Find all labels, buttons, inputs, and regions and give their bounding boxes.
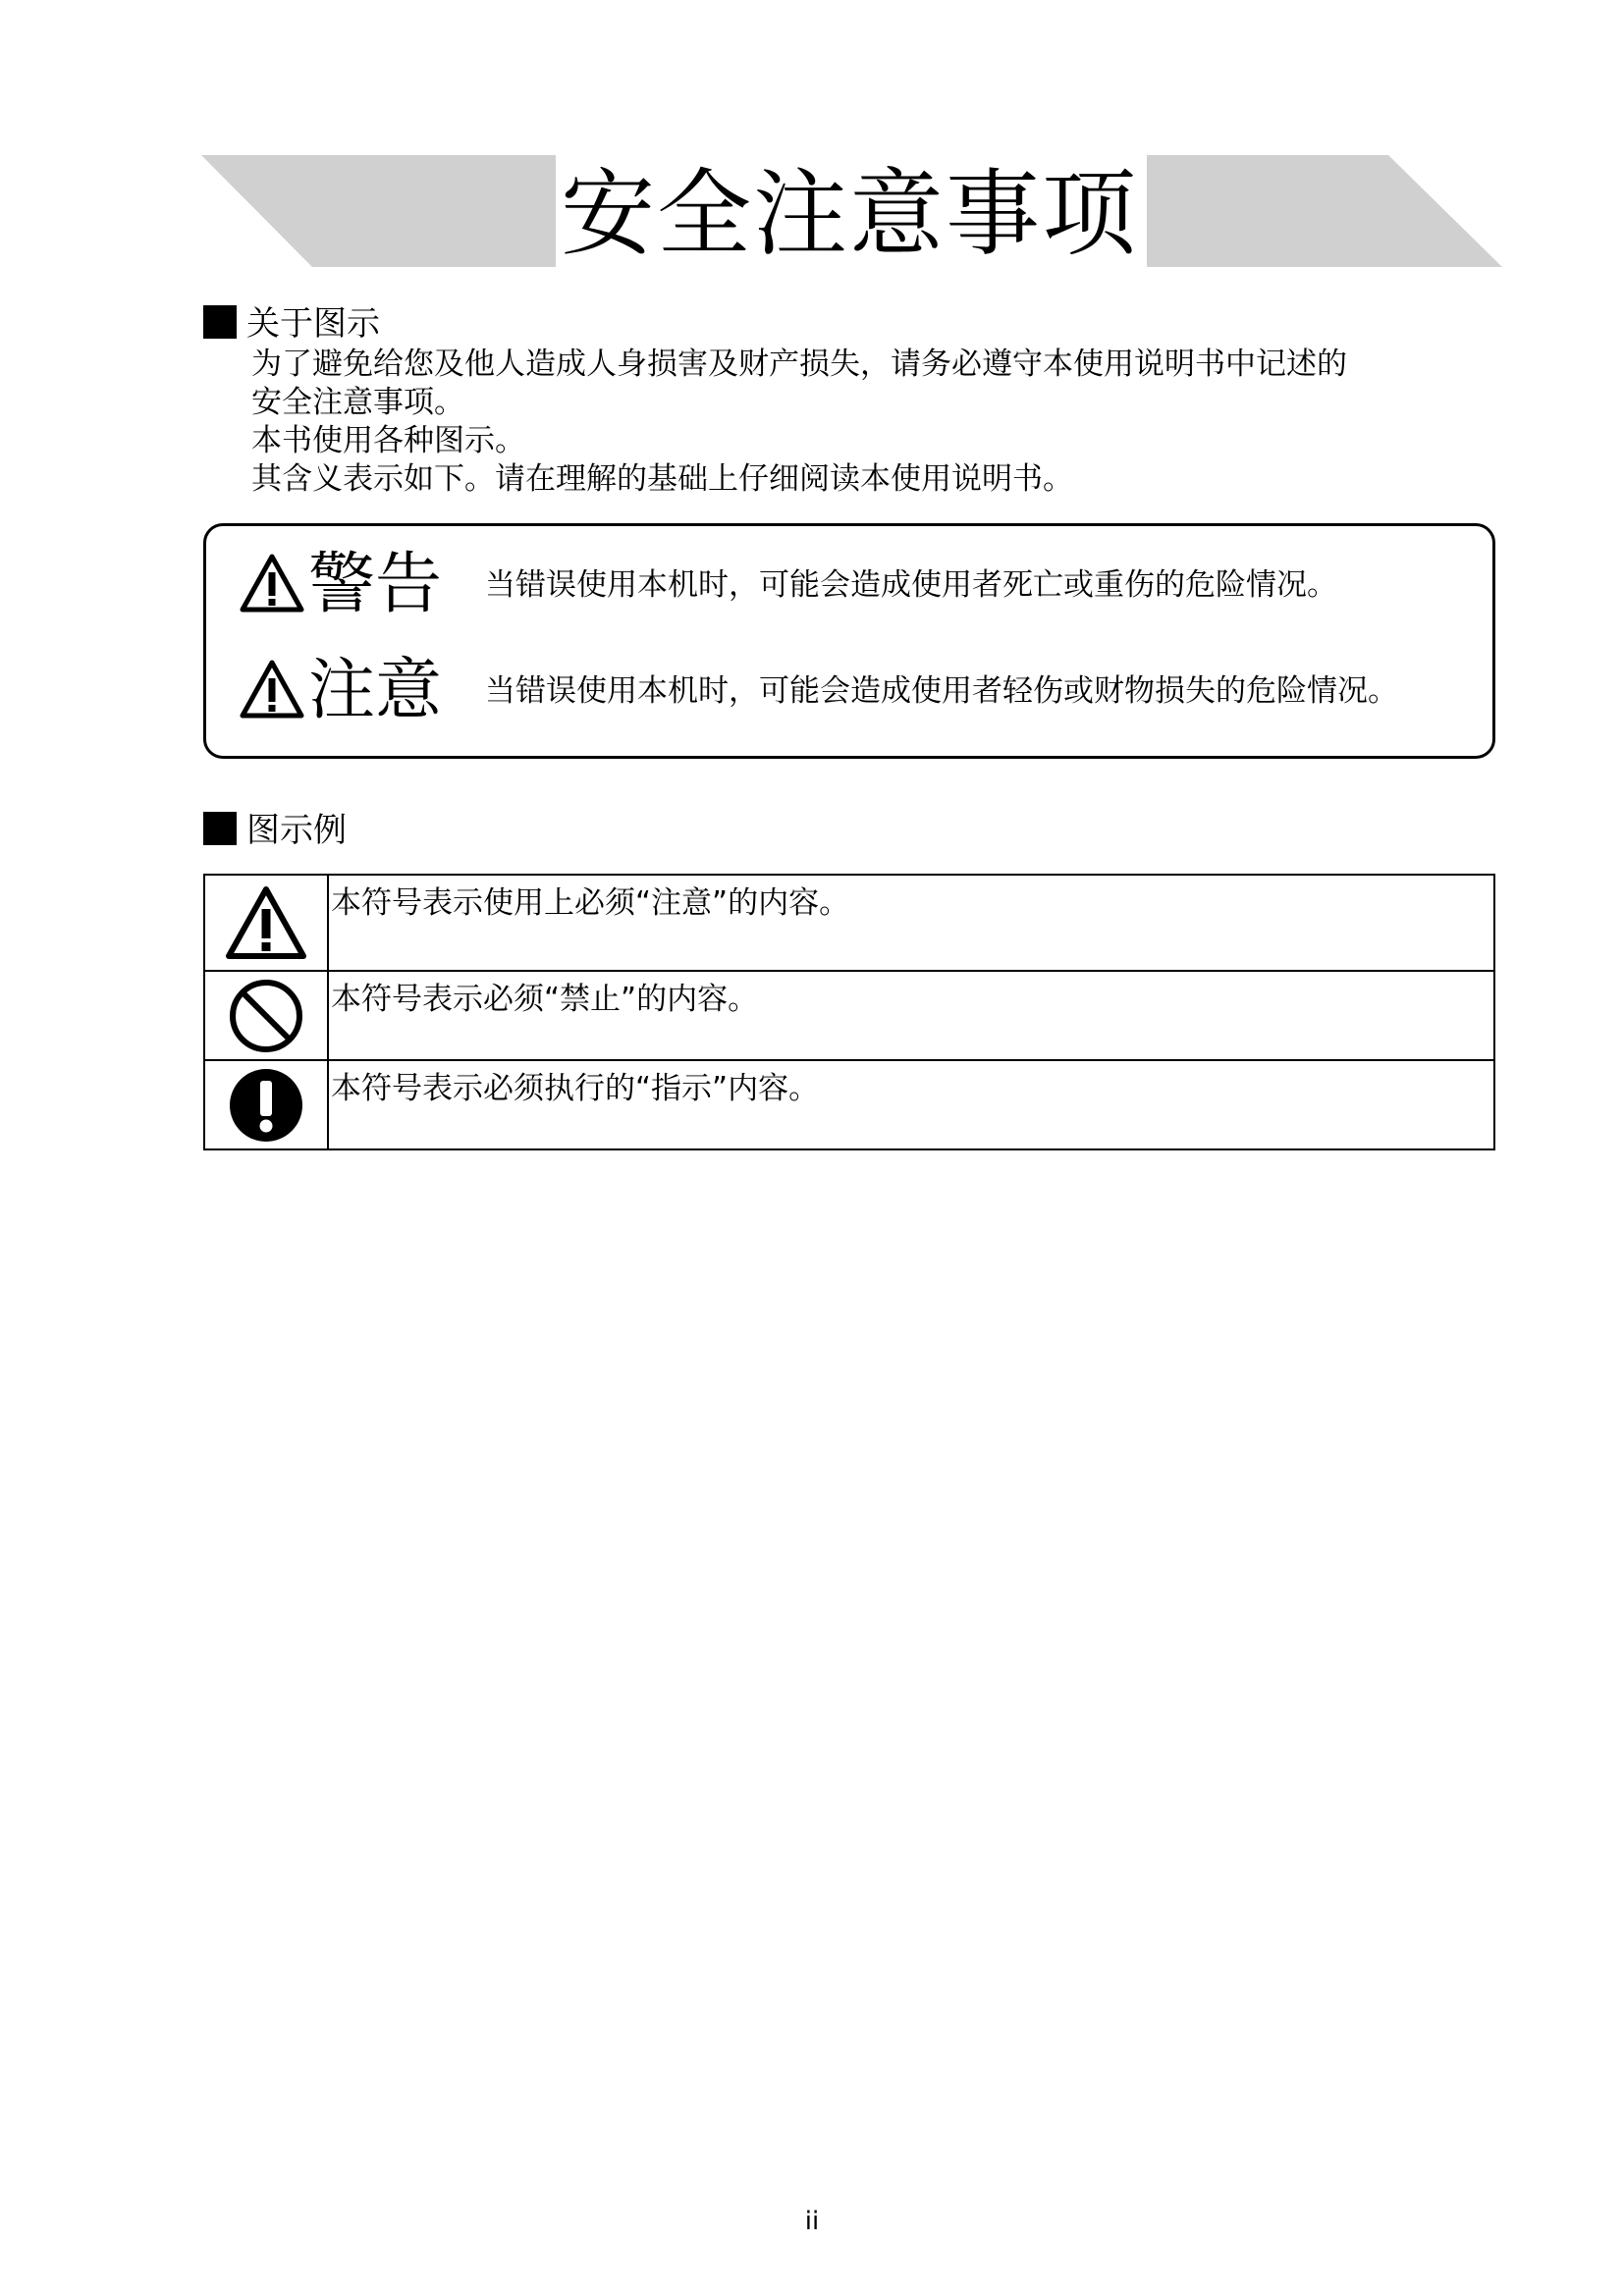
examples-heading: [203, 811, 347, 850]
page-number: ii: [804, 2207, 820, 2236]
icon-cell: [204, 1060, 328, 1149]
caution-label: 注意: [308, 652, 443, 729]
legend-caution-row: [240, 652, 1477, 730]
table-row: [204, 971, 1494, 1060]
symbol-description: 本符号表示使用上必须“注意”的内容。: [328, 875, 1494, 971]
page-title: 安全注意事项: [561, 159, 1138, 269]
table-row: [204, 1060, 1494, 1149]
about-line: 为了避免给您及他人造成人身损害及财产损失，请务必遵守本使用说明书中记述的: [251, 347, 1347, 382]
icon-cell: [204, 971, 328, 1060]
warning-triangle-icon: [240, 553, 304, 614]
mandatory-instruction-icon: [228, 1067, 304, 1144]
symbol-description: 本符号表示必须“禁止”的内容。: [328, 971, 1494, 1060]
about-line: 本书使用各种图示。: [251, 423, 525, 458]
about-heading: [203, 304, 380, 344]
heading-square-icon: [203, 812, 237, 845]
about-paragraph: [251, 346, 1528, 499]
symbol-examples-table: [203, 874, 1495, 1150]
examples-heading-text: 图示例: [246, 811, 347, 850]
caution-triangle-icon: [225, 885, 307, 960]
title-banner: [0, 0, 1624, 294]
warning-description: 当错误使用本机时，可能会造成使用者死亡或重伤的危险情况。: [485, 567, 1337, 603]
symbol-description: 本符号表示必须执行的“指示”内容。: [328, 1060, 1494, 1149]
signal-legend-box: [203, 523, 1495, 759]
heading-square-icon: [203, 305, 237, 339]
about-line: 其含义表示如下。请在理解的基础上仔细阅读本使用说明书。: [251, 461, 1073, 497]
icon-cell: [204, 875, 328, 971]
table-row: [204, 875, 1494, 971]
legend-warning-row: [240, 546, 1477, 624]
warning-label: 警告: [308, 546, 443, 623]
about-line: 安全注意事项。: [251, 385, 464, 420]
caution-description: 当错误使用本机时，可能会造成使用者轻伤或财物损失的危险情况。: [485, 673, 1398, 709]
prohibition-icon: [228, 978, 304, 1054]
about-heading-text: 关于图示: [246, 304, 380, 344]
caution-triangle-icon: [240, 659, 304, 720]
